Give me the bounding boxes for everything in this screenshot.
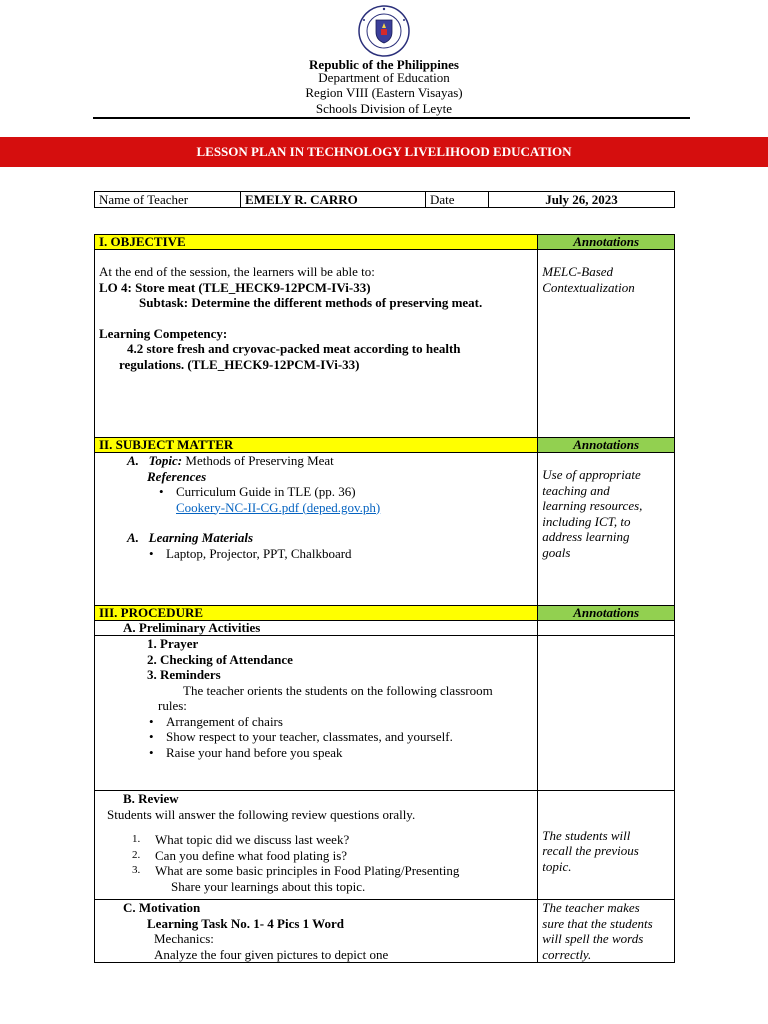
review-annotation-line: The students will [542,827,631,843]
subject-annotation-line: learning resources, [542,498,643,513]
lesson-plan-table [94,234,675,963]
motivation-task: Learning Task No. 1- 4 Pics 1 Word [147,915,344,931]
preliminary-item: 1. Prayer [147,636,199,651]
rule-item: • Raise your hand before you speak [166,745,600,761]
header-divider [93,117,690,119]
motivation-content [95,900,538,963]
motivation-annotation-line: The teacher makes [542,900,640,915]
review-question: What topic did we discuss last week? [155,832,350,847]
subject-annotation-line: teaching and [542,482,610,498]
materials-label: Learning Materials [148,530,254,545]
preliminary-item: 2. Checking of Attendance [147,651,293,667]
motivation-annotation-line: correctly. [542,946,592,962]
topic-label: Topic: [148,453,183,468]
procedure-header: III. PROCEDURE [95,606,538,621]
review-question: Can you define what food plating is? [155,847,348,863]
question-number: 2. [132,848,141,861]
subject-annotation-line: Use of appropriate [542,467,641,482]
review-intro: Students will answer the following review questions orally. [107,806,416,822]
reference-link[interactable]: Cookery-NC-II-CG.pdf (deped.gov.ph) [176,499,381,515]
review-annotation-line: topic. [542,858,572,874]
topic-marker: A. [127,453,139,468]
subject-content [95,453,538,606]
objective-header: I. OBJECTIVE [95,235,538,250]
materials-marker: A. [127,530,139,545]
procedure-annotations-header: Annotations [538,606,675,621]
preliminary-title-cell [95,621,538,636]
header-region: Region VIII (Eastern Visayas) [305,85,463,100]
deped-seal-logo [354,5,414,57]
reference-item: • Curriculum Guide in TLE (pp. 36) [176,484,610,500]
subject-annotation-line: address learning [542,529,630,544]
topic-value: Methods of Preserving Meat [182,453,334,468]
date-label: Date [426,192,489,208]
teacher-label: Name of Teacher [95,192,241,208]
objective-content [95,250,538,438]
learning-outcome: LO 4: Store meat (TLE_HECK9-12PCM-IVi-33) [99,279,371,295]
subject-annotations-header: Annotations [538,438,675,453]
rule-item: • Arrangement of chairs [166,714,600,730]
rule-item: • Show respect to your teacher, classmates, and yourself. [166,729,600,745]
header-republic: Republic of the Philippines [309,57,459,72]
subtask: Subtask: Determine the different methods of preserving meat. [139,295,483,310]
orient-line2: rules: [158,698,187,713]
review-annotation-line: recall the previous [542,843,639,859]
preliminary-title-annotation [538,621,675,636]
motivation-annotation-line: sure that the students [542,915,653,931]
preliminary-content [95,636,538,791]
review-closing: Share your learnings about this topic. [171,878,366,894]
header-department: Department of Education [318,70,450,85]
preliminary-item: 3. Reminders [147,667,221,682]
review-title: B. Review [123,791,179,806]
review-question: What are some basic principles in Food Plating/Presenting [155,863,460,878]
teacher-name: EMELY R. CARRO [241,192,426,208]
learning-competency-line2: regulations. (TLE_HECK9-12PCM-IVi-33) [119,356,360,372]
preliminary-title: A. Preliminary Activities [123,620,261,635]
subject-annotation-line: including ICT, to [542,513,631,529]
motivation-annotation-line: will spell the words [542,931,644,946]
motivation-title: C. Motivation [123,900,201,915]
question-number: 3. [132,864,141,876]
objective-annotation-line: MELC-Based [542,264,614,279]
materials-item: • Laptop, Projector, PPT, Chalkboard [166,546,600,562]
subject-annotation-line: goals [542,544,571,560]
review-content [95,791,538,900]
learning-competency-line1: 4.2 store fresh and cryovac-packed meat according to health [127,341,461,356]
orient-line1: The teacher orients the students on the following classroom [183,682,493,698]
learning-competency-label: Learning Competency: [99,325,228,341]
motivation-mechanics: Mechanics: [154,931,214,946]
lesson-plan-banner: LESSON PLAN IN TECHNOLOGY LIVELIHOOD EDUCATION [0,137,768,167]
objective-annotations-header: Annotations [538,235,675,250]
objective-intro: At the end of the session, the learners will be able to: [99,264,375,279]
teacher-info-table [94,191,675,208]
subject-header: II. SUBJECT MATTER [95,438,538,453]
objective-annotation-line: Contextualization [542,279,635,295]
question-number: 1. [132,833,141,845]
date-value: July 26, 2023 [489,192,675,208]
header-division: Schools Division of Leyte [315,101,453,116]
motivation-analyze: Analyze the four given pictures to depict one [154,946,389,962]
references-label: References [147,468,207,484]
